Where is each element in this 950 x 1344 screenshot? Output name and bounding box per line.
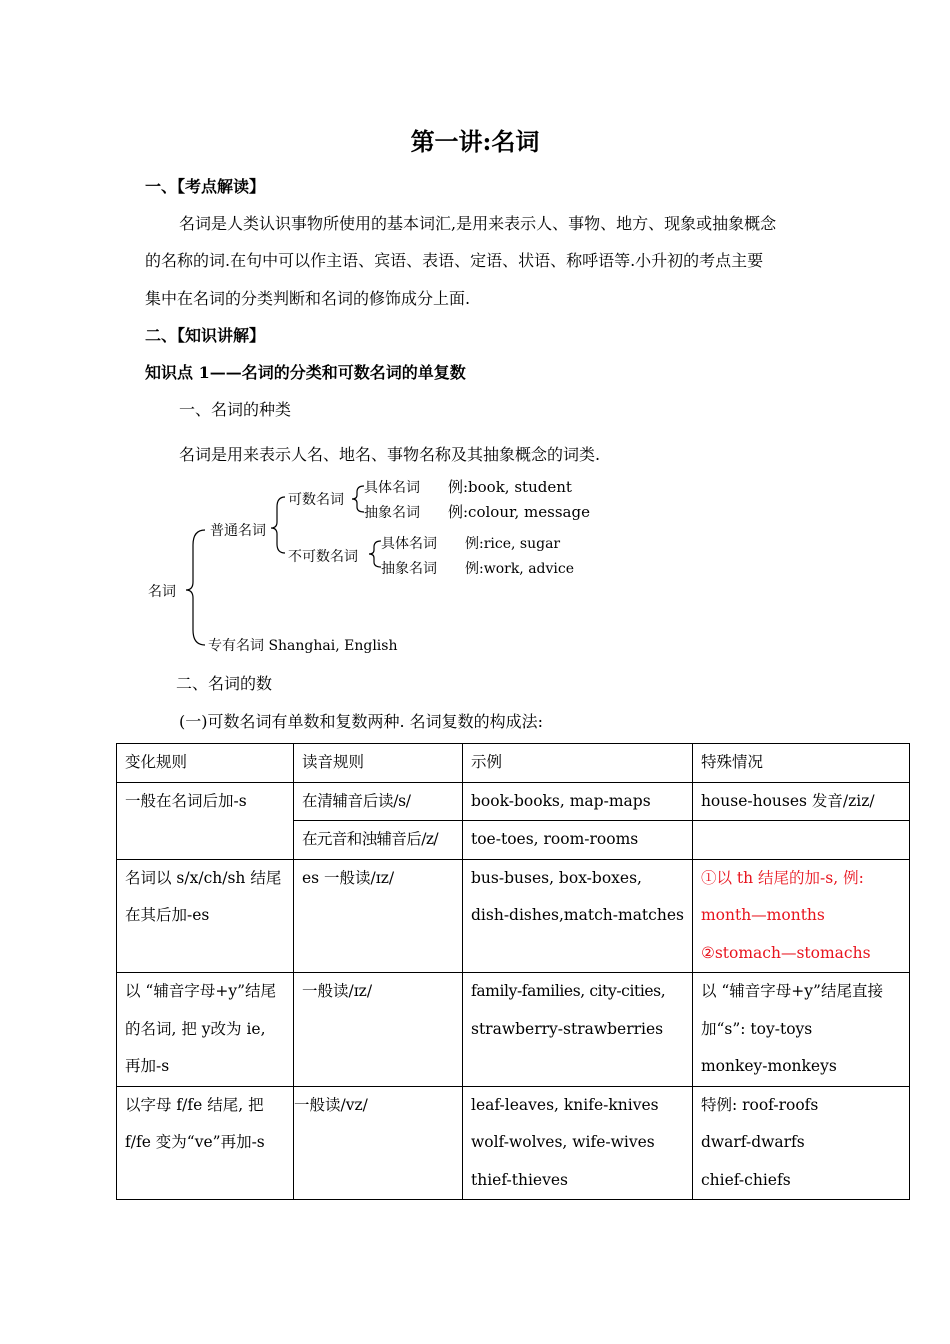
tree-concrete-noun: 具体名词 xyxy=(381,536,437,552)
example-cell xyxy=(463,859,693,973)
table-header-row xyxy=(117,744,910,783)
cell-line: chief-chiefs xyxy=(700,1170,791,1189)
cell-line: ②stomach—stomachs xyxy=(700,943,871,962)
pronunciation-cell: 在元音和浊辅音后/z/ xyxy=(294,821,463,860)
cell-line: leaf-leaves, knife-knives xyxy=(471,1095,659,1114)
cell-line: thief-thieves xyxy=(471,1170,568,1189)
tree-abstract-noun: 抽象名词 xyxy=(364,505,420,521)
pronunciation-cell: 一般读/vz/ xyxy=(294,1086,463,1200)
example-cell xyxy=(463,1086,693,1200)
page-title: 第一讲:名词 xyxy=(410,127,540,156)
rule-cell xyxy=(117,859,294,973)
table-row xyxy=(117,973,910,1087)
paragraph-line: 的名称的词.在句中可以作主语、宾语、表语、定语、状语、称呼语等.小升初的考点主要 xyxy=(145,251,764,270)
example-cell: toe-toes, room-rooms xyxy=(463,821,693,860)
table-row xyxy=(117,859,910,973)
tree-concrete-noun: 具体名词 xyxy=(364,480,420,496)
cell-line: 名词以 s/x/ch/sh 结尾 xyxy=(125,868,282,887)
paragraph-line: 名词是人类认识事物所使用的基本词汇,是用来表示人、事物、地方、现象或抽象概念 xyxy=(179,214,777,233)
special-cell xyxy=(692,821,909,860)
table-row xyxy=(117,1086,910,1200)
cell-line: dish-dishes,match-matches xyxy=(471,906,684,924)
cell-line: f/fe 变为“ve”再加-s xyxy=(125,1133,265,1151)
table-row xyxy=(117,782,910,821)
cell-line: 以 “辅音字母+y”结尾直接 xyxy=(700,982,883,1000)
cell-line: 的名词, 把 y改为 ie, xyxy=(125,1019,266,1038)
cell-line: 加“s”: toy-toys xyxy=(700,1019,813,1038)
rule-cell xyxy=(117,1086,294,1200)
example-cell: book-books, map-maps xyxy=(463,782,693,821)
cell-line: monkey-monkeys xyxy=(700,1057,837,1075)
pronunciation-cell: es 一般读/ɪz/ xyxy=(294,859,463,973)
cell-line: wolf-wolves, wife-wives xyxy=(471,1133,655,1151)
tree-countable-noun: 可数名词 xyxy=(288,492,344,508)
special-cell xyxy=(692,1086,909,1200)
cell-line: dwarf-dwarfs xyxy=(700,1133,805,1151)
tree-abstract-noun: 抽象名词 xyxy=(381,561,437,577)
special-cell: house-houses 发音/ziz/ xyxy=(692,782,909,821)
subheading-noun-types: 一、名词的种类 xyxy=(179,400,292,419)
rule-cell: 一般在名词后加-s xyxy=(117,782,294,859)
knowledge-point-title: 知识点 1——名词的分类和可数名词的单复数 xyxy=(145,363,466,382)
column-header: 示例 xyxy=(463,744,693,783)
tree-example: 例:book, student xyxy=(448,478,572,496)
rule-cell xyxy=(117,973,294,1087)
pronunciation-cell: 一般读/ɪz/ xyxy=(294,973,463,1087)
section-heading-knowledge: 二、【知识讲解】 xyxy=(145,326,266,345)
tree-common-noun: 普通名词 xyxy=(210,523,266,539)
special-cell xyxy=(692,859,909,973)
noun-definition: 名词是用来表示人名、地名、事物名称及其抽象概念的词类. xyxy=(179,445,601,464)
cell-line: 特例: roof-roofs xyxy=(700,1095,819,1114)
cell-line: family-families, city-cities, xyxy=(471,982,666,1000)
tree-example: 例:rice, sugar xyxy=(465,536,561,552)
tree-example: 例:work, advice xyxy=(465,561,575,577)
column-header: 变化规则 xyxy=(117,744,294,783)
tree-uncountable-noun: 不可数名词 xyxy=(288,549,358,565)
cell-line: strawberry-strawberries xyxy=(471,1019,664,1038)
cell-line: ①以 th 结尾的加-s, 例: xyxy=(700,868,864,887)
pronunciation-cell: 在清辅音后读/s/ xyxy=(294,782,463,821)
tree-proper-noun: 专有名词 Shanghai, English xyxy=(208,638,398,654)
tree-example: 例:colour, message xyxy=(448,503,590,521)
cell-line: bus-buses, box-boxes, xyxy=(471,868,642,887)
plural-intro: (一)可数名词有单数和复数两种. 名词复数的构成法: xyxy=(179,712,544,731)
cell-line: 再加-s xyxy=(125,1057,170,1075)
special-cell xyxy=(692,973,909,1087)
column-header: 读音规则 xyxy=(294,744,463,783)
cell-line: 以字母 f/fe 结尾, 把 xyxy=(125,1095,264,1114)
tree-root-noun: 名词 xyxy=(148,584,176,600)
plural-rules-table xyxy=(116,743,910,1200)
cell-line: 在其后加-es xyxy=(125,906,210,924)
cell-line: 以 “辅音字母+y”结尾 xyxy=(125,982,277,1000)
cell-line: month—months xyxy=(700,906,825,924)
subheading-noun-number: 二、名词的数 xyxy=(176,674,273,693)
column-header: 特殊情况 xyxy=(692,744,909,783)
section-heading-exam-points: 一、【考点解读】 xyxy=(145,177,266,196)
example-cell xyxy=(463,973,693,1087)
paragraph-line: 集中在名词的分类判断和名词的修饰成分上面. xyxy=(145,289,471,308)
